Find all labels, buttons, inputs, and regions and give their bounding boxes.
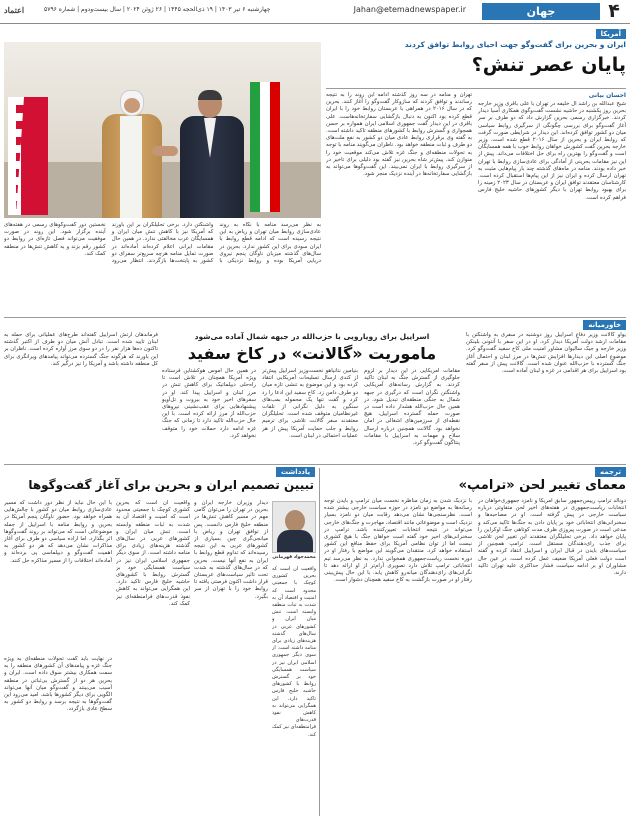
column-divider [319,468,320,816]
lead-body-left: تهران و منامه در سه روز گذشته ادامه این روند را به نتیجه رساندند و توافق کردند که سازوکار گفت‌وگو را آغاز کنند. بحرین که در سال ۲۰۱۶ در همراهی با عربستان روابط خود را با ایران قطع کرده بود اکنون به دنبال بازگشایی سفارتخانه‌هاست. علی باقری در این دیدار گفت جمهوری اسلامی ایران همواره بر حسن همجواری و گسترش روابط با کشورهای منطقه تاکید داشته است. به گفته وی برقراری روابط عادی میان دو کشور به نفع ملت‌های دو طرف و ثبات منطقه خواهد بود. ناظران می‌گویند منامه با توجه به تحولات منطقه‌ای و جنگ غزه تلاش می‌کند موقعیت خود را متوازن کند. پیش‌تر شاه بحرین نیز گفته بود دلیلی برای تاخیر در از سرگیری روابط با ایران نمی‌بیند. این گفت‌وگوها می‌تواند به بازگشایی سفارتخانه‌ها در آینده نزدیک منجر شود. [326,92,472,178]
section-divider-2 [4,464,626,465]
lead-rule [326,88,626,89]
lead-kicker: ایران و بحرین برای گفت‌وگو جهت احیای روابط توافق کردند [404,40,626,49]
lead-body-under-photo: به نظر می‌رسد منامه با نگاه به روند عادی‌سازی روابط میان تهران و ریاض به این نتیجه رسیده است که ادامه قطع روابط با ایران سودی برای این کشور ندارد. بحرین در سال‌های گذشته میزبان ناوگان پنجم نیروی دریایی آمریکا بوده و روابط نزدیکی با واشنگتن دارد. برخی تحلیلگران بر این باورند که آمریکا نیز با کاهش تنش میان ایران و همسایگان عرب مخالفتی ندارد. در همین حال مقامات ایرانی اعلام کرده‌اند آماده‌اند در صورت تمایل منامه هرچه سریع‌تر سفرای دو کشور به پایتخت‌ها بازگردند. انتظار می‌رود نخستین دور گفت‌وگوهای رسمی در هفته‌های آینده برگزار شود. این روند در صورت موفقیت می‌تواند فصل تازه‌ای در روابط دو کشور رقم بزند و به کاهش تنش‌ها در منطقه کمک کند. [4,222,321,265]
iran-flag [250,82,280,212]
middle-body-5: فرماندهان ارتش اسراییل گفته‌اند طرح‌های عملیاتی برای حمله به لبنان تایید شده است. تبادل آتش میان دو طرف از اکتبر گذشته تاکنون ده‌ها هزار نفر را در دو سوی مرز آواره کرده است. ناظران بر این باورند که هرگونه جنگ گسترده می‌تواند پیامدهای ویرانگری برای کل منطقه داشته باشد و آمریکا را نیز درگیر کند. [4,332,158,367]
middle-tag: خاورمیانه [583,320,626,330]
lead-byline: احسان بیانی [588,92,626,99]
bottom-right-tag: ترجمه [595,467,626,477]
section-label: جهان [482,3,600,20]
lead-tag: آمریکا [596,29,626,39]
page-number: ۴ [608,0,620,22]
middle-body-4: در همین حال آموس هوکشتاین فرستاده ویژه آمریکا همچنان در تلاش است تا راه‌حلی دیپلماتیک برای کاهش تنش در مرز لبنان و اسراییل پیدا کند. او در سفرهای اخیر خود به بیروت و تل‌آویو پیشنهادهایی برای عقب‌نشینی نیروهای حزب‌الله از مرز ارائه کرده است. با این حال حزب‌الله تاکید دارد تا زمانی که جنگ غزه ادامه دارد حملات خود را متوقف نخواهد کرد. [162,368,256,439]
bottom-left-tag: یادداشت [276,467,315,477]
bottom-right-body-1: دونالد ترامپ رییس‌جمهور سابق آمریکا و نامزد جمهوری‌خواهان در انتخابات ریاست‌جمهوری در هفته‌های اخیر لحن متفاوتی درباره سیاست خارجی در پیش گرفته است. او در مصاحبه‌ها و سخنرانی‌های انتخاباتی خود بر پایان دادن به جنگ‌ها تاکید می‌کند و مدعی است در صورت پیروزی ظرف مدت کوتاهی جنگ اوکراین را پایان خواهد داد. برخی تحلیلگران معتقدند این تغییر لحن تلاشی برای جذب رای‌دهندگان مستقل است. ترامپ همچنین از سیاست‌های بایدن در قبال ایران و اسراییل انتقاد کرده و گفته است دولت فعلی آمریکا ضعیف عمل کرده است. در عین حال مشاوران او بر ادامه سیاست فشار حداکثری علیه تهران تاکید دارند. [478,498,626,577]
bottom-right-body-2: با نزدیک شدن به زمان مناظره نخست میان ترامپ و بایدن توجه رسانه‌ها به مواضع دو نامزد در حوزه سیاست خارجی بیشتر شده است. نظرسنجی‌ها نشان می‌دهد رقابت میان دو نامزد بسیار نزدیک است و موضوعاتی مانند اقتصاد، مهاجرت و جنگ‌های خارجی می‌تواند در نتیجه انتخابات تعیین‌کننده باشد. ترامپ در سخنرانی‌های اخیر خود گفته است خواهان جنگ با هیچ کشوری نیست اما از توان نظامی آمریکا برای حفظ منافع این کشور استفاده خواهد کرد. منتقدان می‌گویند این مواضع با رفتار او در دوره نخست ریاست‌جمهوری همخوانی ندارد. به نظر می‌رسد تیم انتخاباتی ترامپ تلاش دارد تصویری آرام‌تر از او ارائه دهد تا نگرانی‌های رای‌دهندگان میانه‌رو کاهش یابد. با این حال پیش‌بینی رفتار او در صورت بازگشت به کاخ سفید همچنان دشوار است. [324,498,472,584]
handshake [152,146,178,156]
section-email: Jahan@etemadnewspaper.ir [353,5,466,14]
bahrain-flag [8,97,48,215]
bottom-left-body-4: در نهایت باید گفت تحولات منطقه‌ای به ویژه جنگ غزه و پیامدهای آن کشورهای منطقه را به سمت همکاری بیشتر سوق داده است. ایران و بحرین هر دو از گسترش بی‌ثباتی در منطقه آسیب می‌بینند و گفت‌وگو میان آنها می‌تواند الگویی برای دیگر کشورها باشد. امید می‌رود این گفت‌وگوها به نتیجه برسد و روابط دو کشور به سطح عادی بازگردد. [4,656,112,713]
masthead [0,0,630,24]
middle-body-1: یوآو گالانت وزیر دفاع اسراییل روز دوشنبه در سفری به واشنگتن با مقامات ارشد دولت آمریکا دیدار کرد. او در این سفر با آنتونی بلینکن وزیر خارجه و جیک سالیوان مشاور امنیت ملی کاخ سفید گفت‌وگو کرد. موضوع اصلی این دیدارها افزایش تنش‌ها در مرز لبنان و احتمال آغاز جنگ گسترده با حزب‌الله عنوان شده است. گالانت پیش از سفر گفته بود اسراییل برای هر اقدامی در غزه و لبنان آماده است. [466,332,626,375]
iranian-minister-figure [174,90,248,218]
bottom-left-body-3: با این حال نباید از نظر دور داشت که مسیر عادی‌سازی روابط میان دو کشور با چالش‌هایی همراه خواهد بود. حضور ناوگان پنجم آمریکا در بحرین و روابط منامه با اسراییل از جمله موضوعاتی است که می‌تواند بر روند گفت‌وگوها اثر بگذارد. اما اراده سیاسی دو طرف برای آغاز مذاکرات نشان می‌دهد که هر دو کشور به اهمیت گفت‌وگو و دیپلماسی پی برده‌اند و آماده‌اند اختلافات را از مسیر مذاکره حل کنند. [4,500,112,564]
newspaper-logo: اعتماد [4,5,25,15]
lead-body-right: شیخ عبدالله بن راشد آل خلیفه در تهران با علی باقری وزیر خارجه بحرین روز یکشنبه در حاشیه نشست گفت‌وگوی همکاری آسیا دیدار کردند. خبرگزاری رسمی بحرین گزارش داد که دو طرف بر سر آغاز گفت‌وگو برای بررسی چگونگی از سرگیری روابط سیاسی میان دو کشور توافق کرده‌اند. این دیدار در شرایطی صورت گرفت که روابط ایران و بحرین از سال ۲۰۱۶ قطع شده است. وزیر خارجه بحرین گفت کشورش خواهان روابط خوب با همه همسایگان است و گفت‌وگو را بهترین راه برای حل اختلافات می‌داند. پیش از این نیز مقامات بحرینی از آمادگی برای عادی‌سازی روابط با تهران خبر داده بودند. منامه در ماه‌های گذشته چند بار پیام‌هایی مثبت به تهران ارسال کرده و ایران نیز از این پیام‌ها استقبال کرده است. کارشناسان معتقدند توافق ایران و عربستان در سال ۲۰۲۳ زمینه را برای بهبود روابط تهران با دیگر کشورهای حاشیه خلیج فارس فراهم کرده است. [478,101,626,201]
author-name: محمدجواد قهرمانی [272,555,316,560]
bottom-left-body-side: واقعیت آن است که بحرین کشوری کوچک با جمعیتی محدود است که امنیت و اقتصاد آن به شدت به ثبات منطقه وابسته است. تنش میان ایران و کشورهای عربی در سال‌های گذشته هزینه‌های زیادی برای منامه داشته است. از سوی دیگر جمهوری اسلامی ایران نیز در سیاست همسایگی خود بر گسترش روابط با کشورهای حاشیه خلیج فارس تاکید دارد. این همگرایی می‌تواند به کاهش نفوذ قدرت‌های فرامنطقه‌ای نیز کمک کند. [272,566,316,738]
middle-body-3: بنیامین نتانیاهو نخست‌وزیر اسراییل پیش‌تر از کندی ارسال تسلیحات آمریکایی انتقاد کرده بود و این موضوع به تنشی تازه میان دو طرف دامن زد. کاخ سفید این ادعا را رد کرد و گفت تنها یک محموله بمب‌های سنگین به دلیل نگرانی از تلفات غیرنظامیان متوقف شده است. تحلیلگران معتقدند سفر گالانت تلاشی برای ترمیم روابط و جلب حمایت آمریکا پیش از هر عملیات احتمالی در لبنان است. [262,368,358,439]
bottom-left-headline: تبیین تصمیم ایران و بحرین برای آغاز گفت‌وگوها [28,478,314,492]
date-line: چهارشنبه ۶ تیر ۱۴۰۳ | ۱۹ ذی‌الحجه ۱۴۴۵ | ۲۶ ژوئن ۲۰۲۴ | سال بیست‌ودوم | شماره ۵۷۹۶ [44,6,271,13]
middle-body-2: مقامات آمریکایی در این دیدار بر لزوم جلوگیری از گسترش جنگ به لبنان تاکید کردند. به گزارش رسانه‌های آمریکایی واشنگتن نگران است که درگیری در جبهه شمال به جنگی منطقه‌ای تبدیل شود. در همین حال حزب‌الله هشدار داده است در صورت حمله گسترده اسراییل، هیچ نقطه‌ای از سرزمین‌های اشغالی در امان نخواهد بود. گالانت همچنین درباره ارسال سلاح و مهمات به اسراییل با مقامات پنتاگون گفت‌وگو کرد. [364,368,460,447]
bottom-right-headline: معمای تغییر لحن «ترامپ» [458,478,626,493]
section-divider-1 [4,317,626,318]
bottom-left-body-1: دیدار وزیران خارجه ایران و بحرین در تهران را می‌توان گامی مهم در مسیر کاهش تنش‌ها در منطقه خلیج فارس دانست. پس از توافق تهران و ریاض با میانجی‌گری چین بسیاری از کشورهای عربی به این نتیجه رسیده‌اند که تداوم قطع روابط با ایران به نفع آنها نیست. بحرین که در سال‌های گذشته به شدت تحت تاثیر سیاست‌های عربستان قرار داشت اکنون فرصتی یافته تا روابط خود را با تهران از سر بگیرد. [194,500,268,600]
lead-photo [4,42,321,218]
middle-headline: ماموریت «گالانت» در کاخ سفید [187,344,437,363]
bottom-left-body-2: واقعیت آن است که بحرین کشوری کوچک با جمعیتی محدود است که امنیت و اقتصاد آن به شدت به ثبات منطقه وابسته است. تنش میان ایران و کشورهای عربی در سال‌های گذشته هزینه‌های زیادی برای منامه داشته است. از سوی دیگر جمهوری اسلامی ایران نیز در سیاست همسایگی خود بر گسترش روابط با کشورهای حاشیه خلیج فارس تاکید دارد. این همگرایی می‌تواند به کاهش نفوذ قدرت‌های فرامنطقه‌ای نیز کمک کند. [116,500,190,607]
middle-kicker: اسراییل برای رویارویی با حزب‌الله در جبهه شمال آماده می‌شود [194,332,430,341]
author-photo [272,501,316,553]
lead-headline: پایان عصر تنش؟ [471,54,626,76]
